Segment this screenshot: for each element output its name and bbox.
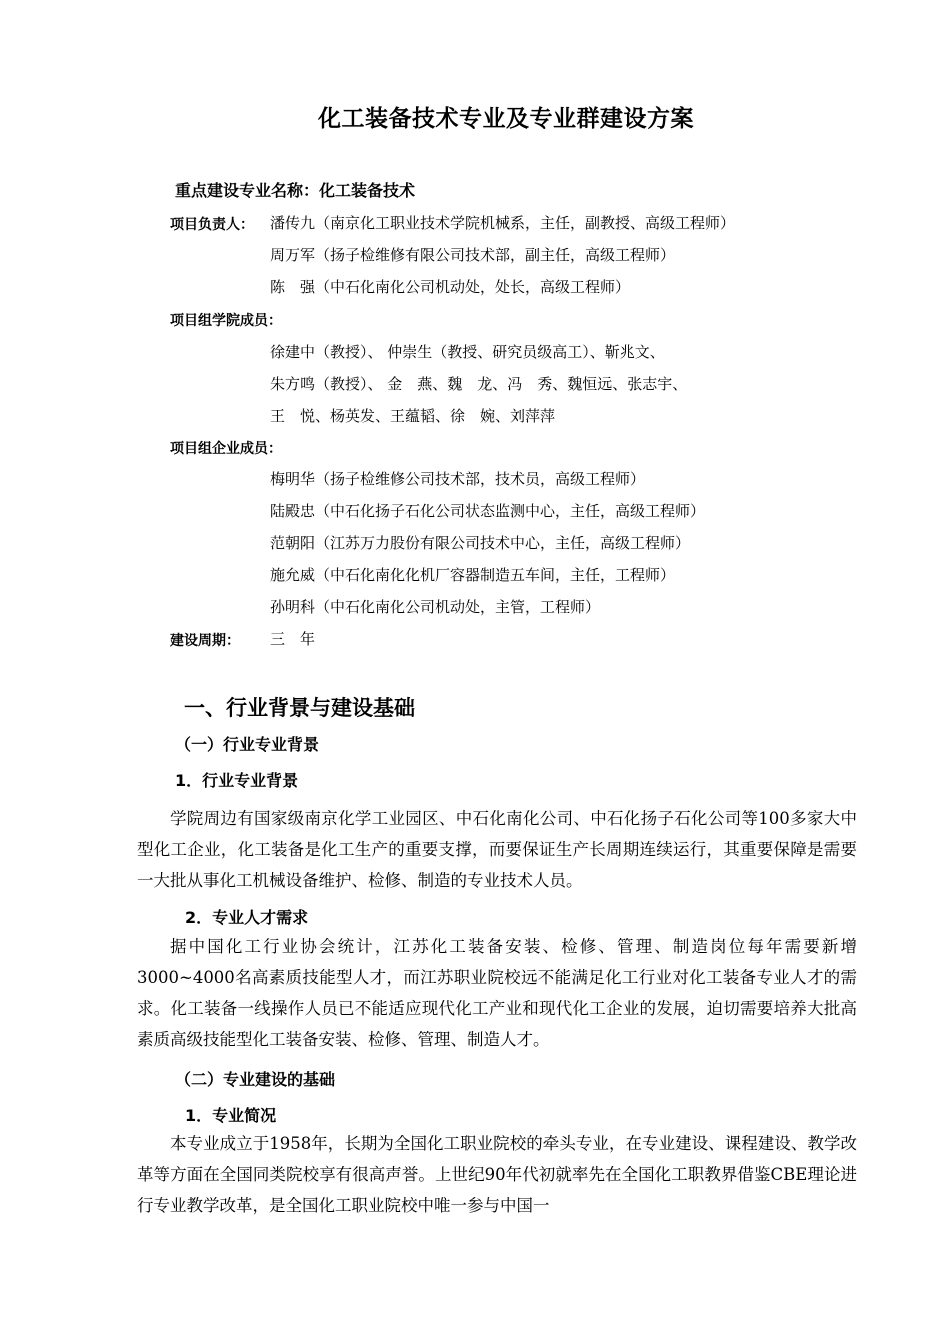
- subsection-heading: （一）行业专业背景: [175, 735, 320, 754]
- major-name-line: 重点建设专业名称：化工装备技术: [175, 181, 416, 200]
- subsection-heading: （二）专业建设的基础: [175, 1070, 336, 1089]
- college-member-line: 朱方鸣（教授）、 金 燕、魏 龙、冯 秀、魏恒远、张志宇、: [270, 375, 688, 393]
- item-heading: 1．行业专业背景: [175, 771, 299, 790]
- leader-item: 陈 强（中石化南化公司机动处，处长，高级工程师）: [270, 278, 631, 296]
- enterprise-member-line: 孙明科（中石化南化公司机动处，主管，工程师）: [270, 598, 601, 616]
- enterprise-members-label: 项目组企业成员：: [170, 441, 282, 457]
- enterprise-member-line: 范朝阳（江苏万力股份有限公司技术中心，主任，高级工程师）: [270, 534, 691, 552]
- enterprise-member-line: 施允威（中石化南化化机厂容器制造五车间，主任，工程师）: [270, 566, 676, 584]
- document-title: 化工装备技术专业及专业群建设方案: [318, 106, 694, 132]
- period-label: 建设周期：: [170, 633, 240, 649]
- item-heading: 1．专业简况: [185, 1106, 277, 1125]
- college-members-label: 项目组学院成员：: [170, 313, 282, 329]
- leaders-label: 项目负责人：: [170, 217, 254, 233]
- paragraph: 学院周边有国家级南京化学工业园区、中石化南化公司、中石化扬子石化公司等100多家大中型化工企业，化工装备是化工生产的重要支撑，而要保证生产长周期连续运行，其重要保障是需要一大批从事化工机械设备维护、检修、制造的专业技术人员。: [137, 809, 857, 890]
- paragraph: 本专业成立于1958年，长期为全国化工职业院校的牵头专业，在专业建设、课程建设、教学改革等方面在全国同类院校享有很高声誉。上世纪90年代初就率先在全国化工职教界借鉴CBE理论进行专业教学改革，是全国化工职业院校中唯一参与中国一: [137, 1134, 857, 1215]
- college-member-line: 王 悦、杨英发、王蕴韬、徐 婉、刘萍萍: [270, 407, 556, 425]
- paragraph: 据中国化工行业协会统计，江苏化工装备安装、检修、管理、制造岗位每年需要新增3000~4000名高素质技能型人才，而江苏职业院校远不能满足化工行业对化工装备专业人才的需求。化工装备一线操作人员已不能适应现代化工产业和现代化工企业的发展，迫切需要培养大批高素质高级技能型化工装备安装、检修、管理、制造人才。: [137, 937, 857, 1049]
- enterprise-member-line: 陆殿忠（中石化扬子石化公司状态监测中心，主任，高级工程师）: [270, 502, 706, 520]
- section-heading: 一、行业背景与建设基础: [184, 696, 415, 720]
- leader-item: 潘传九（南京化工职业技术学院机械系，主任，副教授、高级工程师）: [270, 214, 736, 232]
- enterprise-member-line: 梅明华（扬子检维修公司技术部，技术员，高级工程师）: [270, 470, 646, 488]
- college-member-line: 徐建中（教授）、 仲崇生（教授、研究员级高工）、靳兆文、: [270, 343, 665, 361]
- item-heading: 2．专业人才需求: [185, 908, 309, 927]
- period-value: 三 年: [270, 630, 316, 648]
- leader-item: 周万军（扬子检维修有限公司技术部，副主任，高级工程师）: [270, 246, 676, 264]
